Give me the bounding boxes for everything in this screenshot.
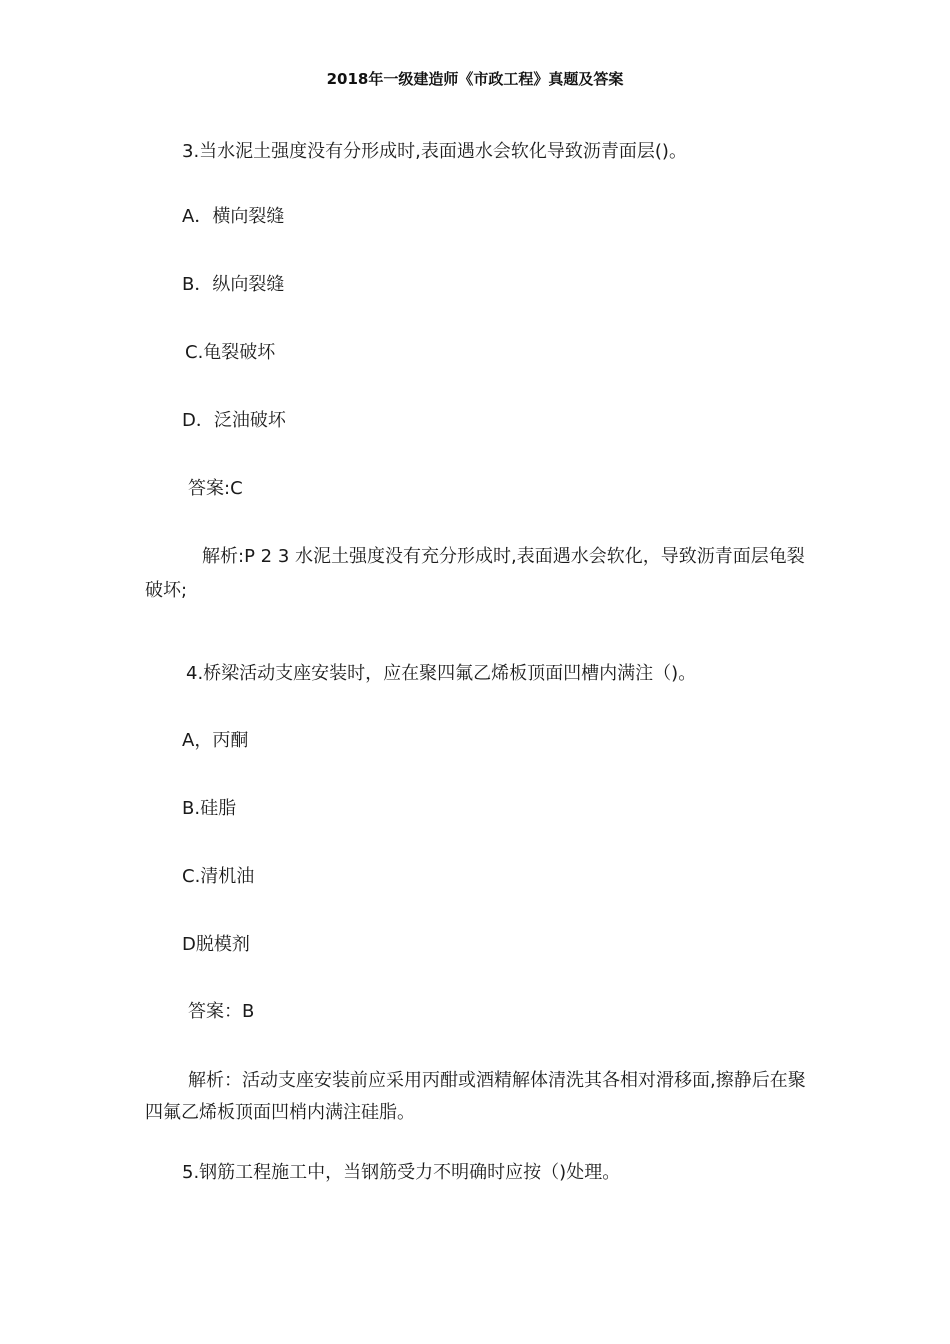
question-3-option-d: D．泛油破坏 <box>182 410 286 431</box>
question-3-option-a: A．横向裂缝 <box>182 206 285 227</box>
question-3-answer: 答案:C <box>188 478 243 499</box>
question-3-option-b: B．纵向裂缝 <box>182 274 285 295</box>
question-3-stem: 3.当水泥土强度没有分形成时,表面遇水会软化导致沥青面层()。 <box>182 141 687 162</box>
question-4-option-b: B.硅脂 <box>182 798 237 819</box>
question-4-analysis: 解析：活动支座安装前应采用丙酣或酒精解体清洗其各相对滑移面,擦静后在聚四氟乙烯板顶面凹梢内满注硅脂。 <box>145 1070 806 1123</box>
question-3-option-c: C.龟裂破坏 <box>185 342 276 363</box>
page-title: 2018年一级建造师《市政工程》真题及答案 <box>326 70 624 88</box>
question-4-answer: 答案：B <box>188 1001 255 1022</box>
question-4-option-d: D脱模剂 <box>182 934 250 955</box>
question-3-analysis: 解析:P 2 3 水泥土强度没有充分形成时,表面遇水会软化，导致沥青面层龟裂破坏; <box>145 546 805 601</box>
question-4-stem: 4.桥梁活动支座安装时，应在聚四氟乙烯板顶面凹槽内满注（)。 <box>186 663 697 684</box>
question-4-option-a: A，丙酮 <box>182 730 249 751</box>
question-5-stem: 5.钢筋工程施工中，当钢筋受力不明确时应按（)处理。 <box>182 1162 621 1183</box>
question-4-option-c: C.清机油 <box>182 866 255 887</box>
